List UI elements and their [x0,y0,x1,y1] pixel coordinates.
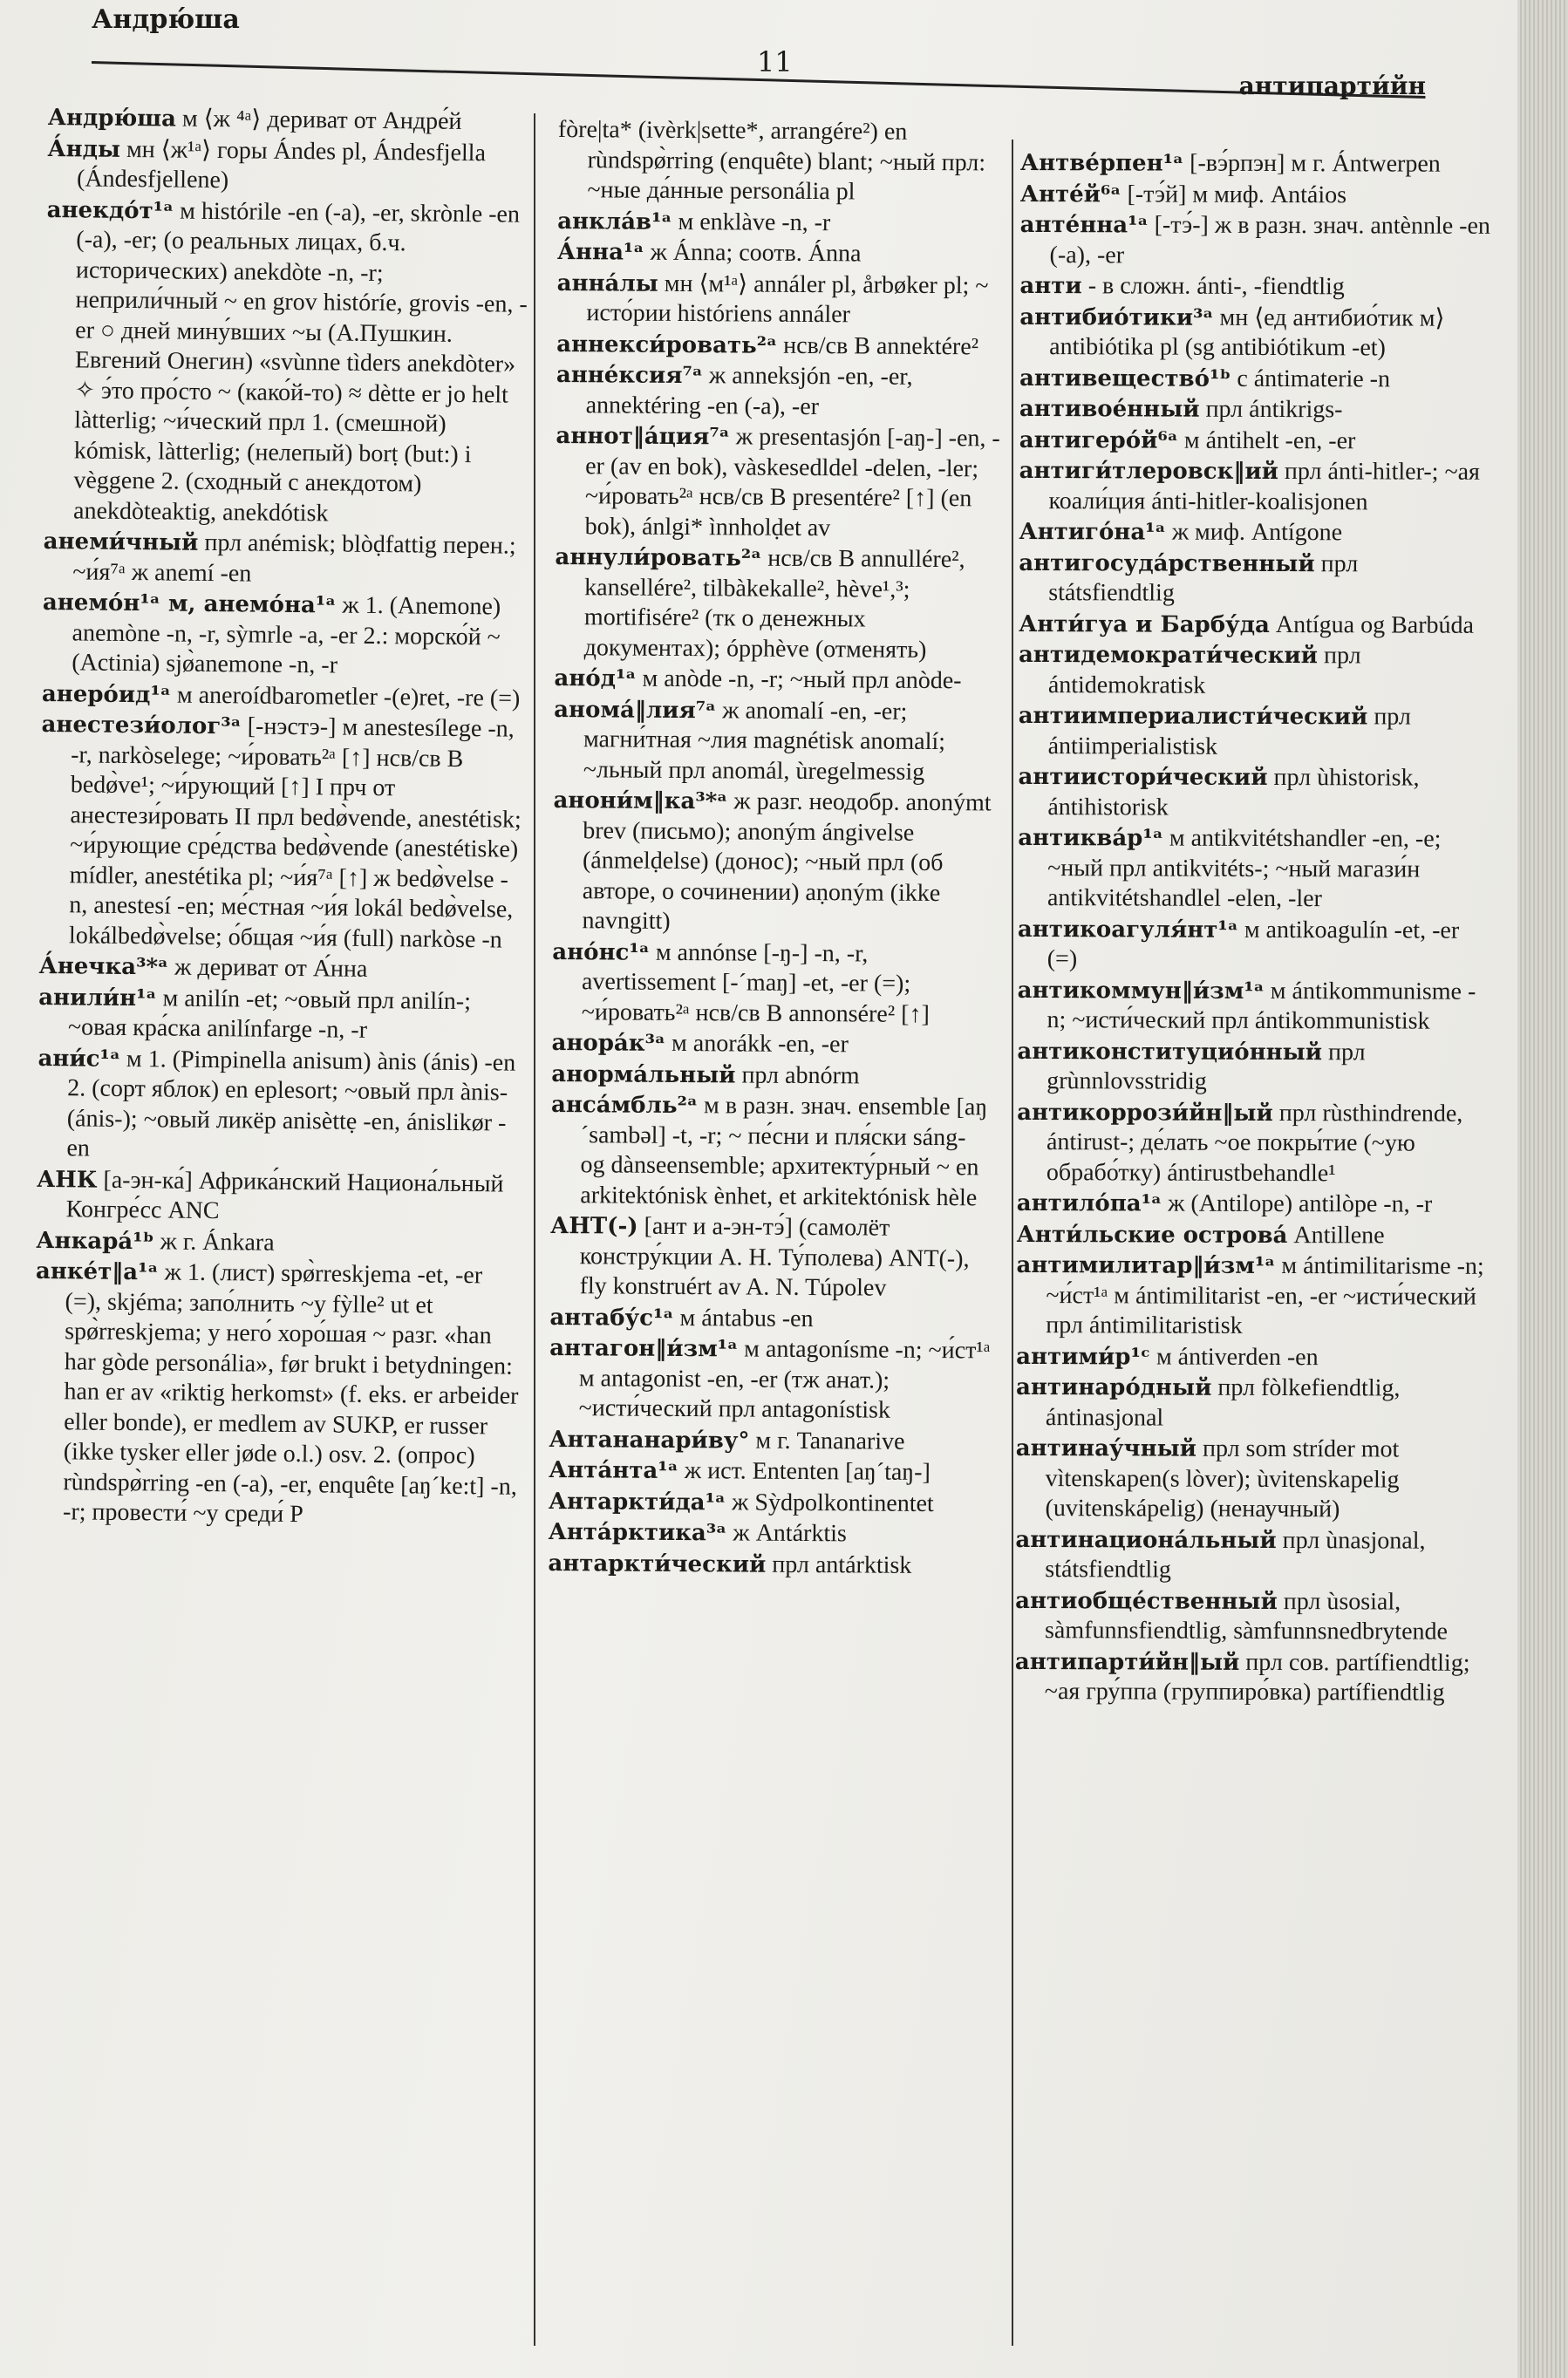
entry-definition: прл antárktisk [772,1550,912,1579]
column-3 [1015,148,1491,1709]
dictionary-entry [42,678,526,713]
entry-headword: анке́т‖а¹ᵃ [35,1257,159,1286]
entry-headword: антинаро́дный [1015,1373,1212,1401]
entry-headword: Антаркти́да¹ᵃ [548,1488,726,1516]
dictionary-entry [1016,1341,1487,1373]
entry-headword: антигосуда́рственный [1019,549,1315,577]
dictionary-entry [556,329,1001,362]
entry-headword: антикоммун‖и́зм¹ᵃ [1017,977,1265,1005]
dictionary-entry [557,237,1002,270]
entry-definition: ж Ánna; соотв. Ánna [650,238,862,268]
entry-definition: м antikvitétshandler -en, -e; ~ный прл antikvitéts-; ~ный магази́н antikvitétshandlel -elen, -ler [1046,824,1442,913]
dictionary-entry [549,1486,993,1519]
dictionary-entry [33,1257,520,1532]
entry-definition: мн ⟨м¹ᵃ⟩ annáler pl, årbøker pl; ~ исто́рии históriens annáler [586,269,989,329]
entry-headword: антиистори́ческий [1018,763,1268,791]
dictionary-entry [1015,1524,1486,1586]
entry-definition: ж anomalí -en, -er; магни́тная ~лия magnétisk anomalí; ~льный прл anomál, ùregelmessig [583,696,946,786]
dictionary-entry [1018,914,1489,976]
entry-headword: антиги́тлеровск‖ий [1019,457,1279,486]
entry-headword: Антве́рпен¹ᵃ [1019,149,1184,177]
dictionary-entry [550,1090,996,1214]
dictionary-entry [38,951,522,986]
dictionary-entry [557,115,1003,208]
entry-headword: Антананари́ву° [549,1426,750,1455]
entry-definition: ж дериват от А́нна [174,953,368,983]
entry-definition: ж 1. (Anemone) anemòne -n, -r, sỳmrle -a, -er 2.: морско́й ~ (Actinia) sjø̀anemone -n, -r [72,591,501,679]
entry-definition: прл státsfiendtlig [1048,549,1359,607]
entry-definition: м anorákk -en, -er [671,1029,849,1059]
entry-headword: анеми́чный [43,528,199,556]
entry-definition: [-вэ́рпэн] м г. Ántwerpen [1190,149,1441,178]
dictionary-entry [1015,1585,1486,1647]
entry-headword: анеро́ид¹ᵃ [41,680,172,709]
entry-headword: анома́‖лия⁷ᵃ [554,696,717,724]
entry-definition: прл ántiimperialistisk [1047,703,1411,760]
page-number: 11 [757,45,793,78]
entry-definition: с ántimaterie -n [1237,365,1391,392]
dictionary-entry [549,1424,993,1457]
entry-headword: антигеро́й⁶ᵃ [1019,426,1178,454]
dictionary-entry [552,937,998,1030]
entry-headword: антиконституцио́нный [1017,1038,1323,1066]
entry-definition: [-нэстэ-] м anestesílege -n, -r, narkòselege; ~и́ровать²ᵃ [↑] нсв/св В bedø̀ve¹; ~и́рующий [↑] I прч от анестези́ровать II прл bedø̀vende, anestétisk; ~и́рующие сре́дства bedø̀vende (anestétiske) mídler, anestétika pl; ~и́я⁷ᵃ [↑] ж bedø̀velse -n, anestesí -en; ме́стная ~и́я lokál bedø̀velse, lokálbedø̀velse; о́бщая ~и́я (full) narkòse -n [68,712,522,954]
dictionary-entry [1019,701,1490,763]
entry-definition: прл grùnnlovsstridig [1046,1038,1366,1095]
entry-headword: анти [1019,272,1082,300]
entry-headword: антивое́нный [1019,395,1200,423]
entry-definition: прл ùsosial, sàmfunnsfiendtlig, sàmfunnsnedbrytende [1045,1587,1449,1646]
entry-definition: ж (Antilope) antilòpe -n, -r [1168,1189,1433,1218]
right-running-head: антипарти́йн [1238,72,1426,100]
entry-headword: антило́па¹ᵃ [1016,1189,1162,1217]
entry-headword: антивещество́¹ᵇ [1019,365,1231,392]
dictionary-entry [1019,456,1490,518]
entry-headword: А́нды [47,135,121,163]
entry-headword: антабу́с¹ᵃ [549,1304,674,1332]
entry-definition: - в сложн. ánti-, -fiendtlig [1087,272,1345,301]
entry-headword: АНТ(-) [550,1212,638,1240]
dictionary-entry [556,421,1001,545]
entry-definition: м ántikommunisme -n; ~исти́ческий прл ántikommunistisk [1046,977,1476,1035]
entry-headword: аннот‖а́ция⁷ᵃ [556,422,730,451]
entry-definition: Antígua og Barbúda [1275,610,1475,639]
entry-definition: м anilín -et; ~овый прл anilín-; ~овая кра́ска anilínfarge -n, -r [67,984,472,1044]
entry-headword: ани́с¹ᵃ [37,1045,121,1073]
dictionary-entry [1019,425,1490,456]
entry-headword: антагон‖и́зм¹ᵃ [549,1334,739,1363]
entry-headword: аннули́ровать²ᵃ [555,543,762,572]
dictionary-entry [1019,640,1490,702]
column-2 [548,115,1003,1583]
dictionary-entry [552,786,998,939]
entry-headword: Антиго́на¹ᵃ [1019,518,1166,546]
entry-definition: нсв/св В annektére² [783,331,979,360]
dictionary-entry [1017,1219,1488,1250]
column-1 [33,103,532,1533]
entry-definition: м annónse [-ŋ-] -n, -r, avertissement [-´maŋ] -et, -er (=); ~и́ровать²ᵃ нсв/св В annonsére² [↑] [581,938,930,1028]
dictionary-entry [1017,975,1488,1037]
dictionary-entry [1019,517,1490,549]
entry-definition: прл som stríder mot vìtenskapen(s lòver); ùvitenskapelig (uvitenskápelig) (ненаучный) [1045,1434,1400,1523]
dictionary-entry [37,1164,522,1230]
entry-headword: Анте́й⁶ᵃ [1019,181,1121,208]
entry-headword: антимилитар‖и́зм¹ᵃ [1016,1251,1276,1280]
dictionary-entry [36,1225,520,1260]
dictionary-entry [550,1211,996,1305]
entry-headword: антиобще́ственный [1015,1587,1278,1615]
entry-headword: антаркти́ческий [548,1550,767,1578]
dictionary-entry [1017,1097,1488,1189]
entry-definition: м ántihelt -en, -er [1183,426,1356,454]
entry-definition: м 1. (Pimpinella anisum) ànis (ánis) -en 2. (сорт яблок) en eplesort; ~овый прл ànis- (ánis-); ~овый ликёр anisèttẹ -en, ánislikør -en [66,1045,516,1162]
entry-definition: [-тэ́-] ж в разн. знач. antènnle -en (-a), -er [1049,211,1491,269]
dictionary-entry [1015,1646,1486,1708]
dictionary-entry [1017,1036,1488,1098]
entry-definition: мн ⟨ж¹ᵃ⟩ горы Ándes pl, Ándesfjella (Ándesfjellene) [76,135,487,194]
entry-definition: м anòde -n, -r; ~ный прл anòde- [642,664,962,695]
dictionary-entry [38,982,523,1047]
entry-definition: прл ántikrigs- [1205,395,1343,424]
dictionary-entry [1018,762,1489,824]
entry-definition: прл ùnasjonal, státsfiendtlig [1045,1526,1426,1584]
dictionary-entry [556,268,1001,331]
entry-headword: анса́мбль²ᵃ [550,1091,699,1120]
entry-headword: А́нечка³*ᵃ [38,952,169,981]
entry-definition: прл fòlkefiendtlig, ántinasjonal [1045,1373,1401,1432]
dictionary-entry [549,1302,994,1335]
entry-headword: АНК [36,1166,98,1194]
dictionary-entry [1020,210,1491,272]
entry-definition: ж разг. неодобр. anonýmt brev (письмо); anoným ángivelse (ánmelḍelse) (донос); ~ный прл (об авторе, о сочинении) aṇoným (ikke navngitt) [582,787,992,935]
entry-headword: анестези́олог³ᵃ [41,711,242,740]
dictionary-entry [43,527,528,592]
entry-definition: ж миф. Antígone [1171,518,1343,547]
dictionary-entry [1020,179,1491,210]
column-divider [534,113,535,2346]
entry-definition: прл abnórm [741,1060,860,1089]
dictionary-entry [1015,1434,1486,1525]
dictionary-entry [555,542,1000,666]
entry-headword: анне́ксия⁷ᵃ [556,361,704,390]
entry-headword: А́нна¹ᵃ [556,238,644,266]
dictionary-entry [39,710,526,956]
entry-headword: анемо́н¹ᵃ м, анемо́на¹ᵃ [42,589,337,619]
dictionary-entry [48,103,532,138]
entry-definition: ж presentasjón [-aŋ-] -en, -er (av en bok), vàskesedldel -delen, -ler; ~и́ровать²ᵃ нсв/св В presentére² [↑] (en bok), ánlgi* ìnnholḍet av [584,423,1000,542]
entry-headword: анна́лы [556,269,658,297]
entry-headword: анони́м‖ка³*ᵃ [553,787,728,815]
entry-headword: антиимпериалисти́ческий [1018,702,1368,731]
entry-definition: м enklàve -n, -r [678,208,831,236]
dictionary-entry [1019,394,1490,426]
entry-definition: ж anneksjón -en, -er, annektéring -en (-a), -er [585,362,913,420]
dictionary-entry [1016,1250,1487,1342]
entry-headword: Анти́льские острова́ [1016,1221,1288,1249]
dictionary-entry [1017,1189,1488,1220]
entry-definition: ж 1. (лист) spø̀rreskjema -et, -er (=), skjéma; запо́лнить ~у fỳlle² ut et spø̀rreskjema; у него́ хоро́шая ~ разг. «han har gòde personália», før brukt i betydningen: han er av «riktig herkomst» (f. eks. er arbeider eller bonde), er medlem av SUKP, er russer (ikke tysker eller jøde o.l.) osv. 2. (опрос) rùndspø̀rring -en (-a), -er, enquête [aŋ´ke:t] -n, -r; провести́ ~у среди́ Р [62,1258,519,1529]
entry-definition: ж Sỳdpolkontinentet [731,1488,934,1517]
entry-headword: антибио́тики³ᵃ [1019,303,1214,331]
entry-headword: Анта́нта¹ᵃ [549,1456,678,1484]
entry-headword: анте́нна¹ᵃ [1019,211,1149,239]
entry-headword: антинау́чный [1015,1434,1197,1462]
dictionary-entry [1018,823,1489,915]
entry-headword: антиква́р¹ᵃ [1018,824,1163,852]
book-page-edges [1517,0,1568,2378]
entry-headword: Анкара́¹ᵇ [36,1227,154,1255]
entry-headword: ано́нс¹ᵃ [552,938,650,966]
column-divider [1012,140,1013,2346]
entry-headword: антикоагуля́нт¹ᵃ [1017,916,1238,944]
entry-definition: м histórile -en (-a), -er, skrònle -en (-a), -er; (о реальных лицах, б.ч. исторических) anekdòte -n, -r; неприли́чный ~ en grov históríe, grovis -en, -er ○ дней мину́вших ~ы (А.Пушкин. Евгений Онегин) «svùnne tìders anekdòter» ✧ э́то про́сто ~ (како́й-то) ≈ dètte er jo helt làtterlig; ~и́ческий прл 1. (смешной) kómisk, làtterlig; (нелепый) borṭ (but:) i vèggene 2. (сходный с анекдотом) anekdòteaktig, anekdótisk [72,197,528,527]
entry-headword: ано́д¹ᵃ [554,664,637,692]
entry-headword: Андрю́ша [47,104,177,133]
dictionary-entry [557,206,1002,239]
dictionary-entry [548,1548,992,1581]
entry-headword: антинациона́льный [1015,1526,1277,1554]
entry-definition: м ántimilitarisme -n; ~и́ст¹ᵃ м ántimilitarist -en, -er ~исти́ческий прл ántimilitaristisk [1046,1252,1484,1339]
entry-headword: Анта́рктика³ᵃ [548,1518,727,1547]
entry-definition: прл сов. partífiendtlig; ~ая гру́ппа (группиро́вка) partífiendtlig [1044,1648,1470,1707]
entry-definition: м г. Tananarive [755,1427,905,1455]
entry-headword: аннекси́ровать²ᵃ [556,330,778,359]
entry-definition: м в разн. знач. ensemble [aŋ´sambəl] -t, -r; ~ пе́сни и пля́ски sáng- og dànseensemble; архитекту́рный ~ en arkitektónisk ènhet, et arkitektónisk hèle [580,1092,988,1211]
entry-headword: анили́н¹ᵃ [38,984,157,1012]
entry-headword: Анти́гуа и Барбу́да [1019,610,1270,638]
dictionary-entry [1019,363,1490,394]
dictionary-entry [1020,148,1491,180]
dictionary-entry [1019,548,1490,610]
entry-headword: анекдо́т¹ᵃ [46,196,174,225]
dictionary-entry [42,588,527,683]
entry-definition: мн ⟨ед антибио́тик м⟩ antibiótika pl (sg antibiótikum -et) [1049,303,1445,362]
entry-headword: антими́р¹ᶜ [1016,1343,1151,1371]
dictionary-entry [44,194,531,530]
entry-headword: антикоррози́йн‖ый [1017,1099,1273,1127]
entry-definition: прл ùhistorisk, ántihistorisk [1047,764,1420,821]
dictionary-entry [551,1028,996,1061]
entry-definition: м aneroídbarometler -(e)ret, -re (=) [176,681,521,712]
dictionary-entry [556,360,1001,424]
dictionary-entry [37,1043,522,1169]
dictionary-entry [1016,1373,1487,1434]
entry-definition: м ⟨ж ⁴ᵃ⟩ дериват от Андре́й [181,105,462,135]
entry-headword: анкла́в¹ᵃ [557,208,672,235]
entry-definition: прл anémisk; blòḍfattig перен.; ~и́я⁷ᵃ ж anemí -en [72,528,516,587]
left-running-head: Андрю́ша [92,4,240,35]
entry-definition: fòre|ta* (ivèrk|sette*, arrangére²) en rùndspø̀rring (enquête) blant; ~ный прл: ~ные да́нные personália pl [557,115,986,206]
entry-headword: анорма́льный [551,1060,736,1088]
entry-definition: ж г. Ánkara [160,1227,275,1257]
entry-definition: прл ántidemokratisk [1047,642,1361,699]
entry-definition: м antikoagulín -et, -er (=) [1046,916,1460,973]
dictionary-entry [1019,302,1490,364]
dictionary-entry [549,1517,993,1550]
entry-definition: нсв/св В annullére², kansellére², tilbàkekalle², hève¹,³; mortifisére² (тк о денежных документах); ópphève (отменять) [583,544,965,664]
dictionary-entry [551,1059,996,1092]
dictionary-entry [549,1455,993,1489]
entry-headword: антидемократи́ческий [1018,641,1319,670]
entry-definition: [-тэ́й] м миф. Antáios [1127,180,1347,208]
entry-definition: ж ист. Ententen [aŋ´taŋ-] [684,1457,931,1487]
entry-definition: прл rùsthindrende, ántirust-; де́лать ~ое покры́тие (~ую обрабо́тку) ántirustbehandle¹ [1046,1099,1463,1187]
entry-definition: Antillene [1293,1221,1385,1249]
entry-headword: анора́к³ᵃ [551,1029,666,1057]
dictionary-entry [549,1333,995,1427]
dictionary-entry [554,694,999,787]
entry-definition: м ántiverden -en [1156,1343,1319,1371]
entry-definition: прл ánti-hitler-; ~ая коали́ция ánti-hitler-koalisjonen [1048,458,1481,515]
entry-definition: м antagonísme -n; ~и́ст¹ᵃ м antagonist -en, -er (тж анат.); ~исти́ческий прл antagonístisk [578,1335,991,1424]
entry-definition: [а-эн-ка́] Африка́нский Национа́льный Конгре́сс ANC [65,1166,504,1225]
entry-definition: м ántabus -en [679,1304,814,1332]
dictionary-entry [1019,271,1490,303]
entry-headword: антипарти́йн‖ый [1014,1648,1240,1676]
dictionary-entry [554,664,999,697]
entry-definition: [ант и а-эн-тэ́] (самолёт констру́кции А. Н. Ту́полева) ANT(-), fly konstruért av A. N. Túpolev [579,1212,970,1302]
dictionary-entry [47,133,532,199]
entry-definition: ж Antárktis [733,1519,847,1548]
dictionary-entry [1019,609,1490,640]
